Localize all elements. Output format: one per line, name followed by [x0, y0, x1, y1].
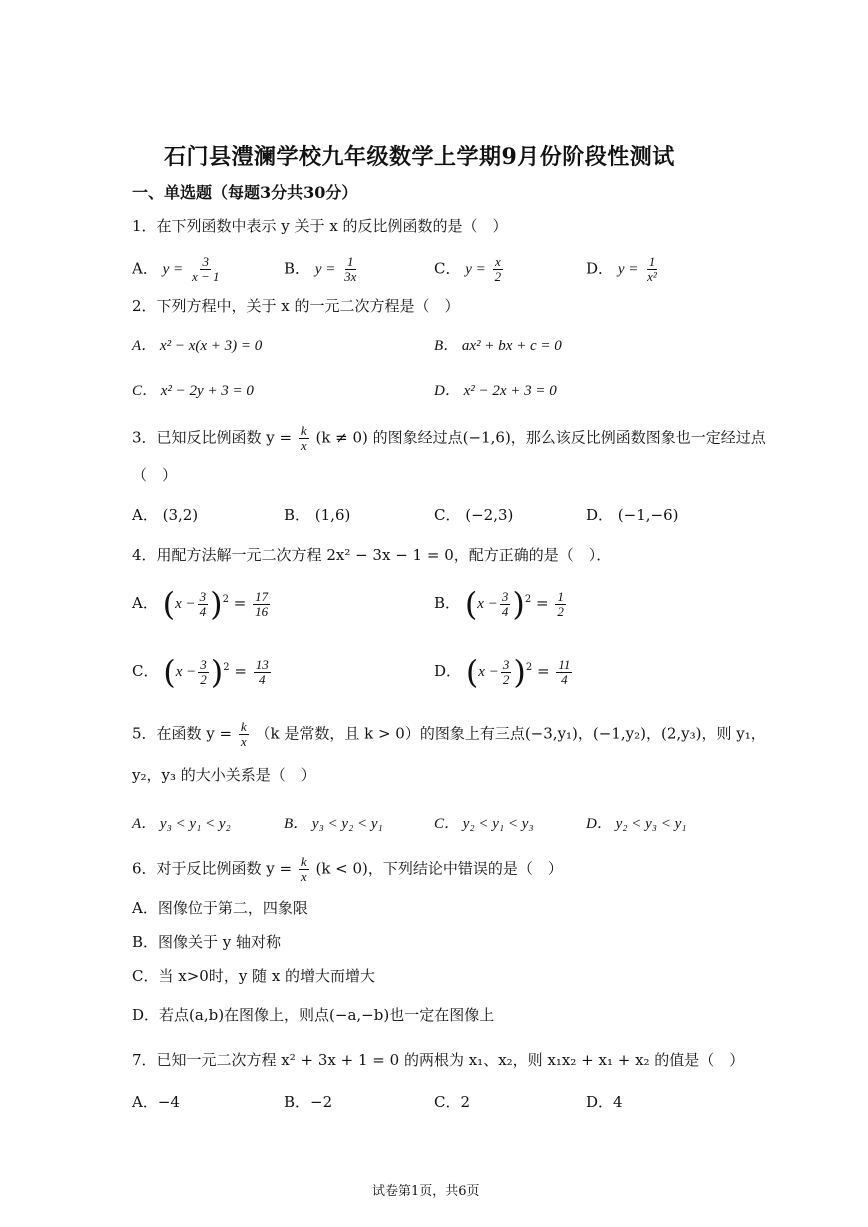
right-paren: ) [512, 585, 525, 623]
exponent: 2 [524, 594, 532, 605]
q6-option-a: A．图像位于第二，四象限 [132, 899, 308, 917]
stem-text: (k < 0)，下列结论中错误的是（ ） [315, 859, 563, 878]
q2-option-a: A． x² − x(x + 3) = 0 [132, 338, 263, 354]
q3-option-b: B． (1,6) [284, 506, 351, 524]
option-label: C． [434, 259, 461, 278]
denominator: 2 [494, 269, 502, 284]
section-heading: 一、单选题（每题3分共30分） [132, 183, 358, 202]
fraction [299, 424, 309, 453]
denominator: 4 [199, 603, 207, 619]
option-label: A． [132, 594, 158, 612]
q6-option-c: C．当 x>0时，y 随 x 的增大而增大 [132, 967, 376, 985]
q1-option-d [586, 255, 661, 284]
denominator: 16 [255, 603, 269, 619]
denominator: 2 [200, 671, 207, 687]
denominator: x [300, 438, 307, 453]
option-label: B． [284, 259, 311, 278]
option-label: D． [434, 662, 462, 680]
numerator: 1 [648, 254, 656, 269]
q2-option-d: D． x² − 2x + 3 = 0 [434, 383, 557, 399]
math-expr: y = [162, 261, 184, 278]
numerator: k [300, 854, 307, 869]
numerator: 3 [502, 656, 510, 672]
math-expr: x − [175, 664, 197, 680]
q3-option-d: D． (−1,−6) [586, 506, 679, 524]
option-label: C． [132, 662, 159, 680]
math-expr: x − [175, 596, 196, 612]
left-paren: ( [162, 585, 176, 623]
q6-option-d: D．若点(a,b)在图像上，则点(−a,−b)也一定在图像上 [132, 1006, 495, 1024]
numerator: 3 [501, 588, 509, 604]
numerator: 1 [347, 254, 354, 269]
option-label: B． [434, 594, 461, 612]
stem-text: 3．已知反比例函数 y = [132, 428, 293, 447]
denominator: x [300, 869, 307, 884]
q4-option-c [132, 653, 273, 691]
numerator: 17 [255, 588, 269, 604]
numerator: k [300, 423, 307, 438]
q7-option-a: A．−4 [132, 1093, 180, 1111]
question-3-stem-cont: （ ） [132, 466, 178, 484]
fraction [254, 658, 271, 687]
denominator: x [240, 734, 247, 749]
option-label: D． [586, 259, 614, 278]
fraction [253, 590, 270, 619]
exponent: 2 [525, 662, 533, 673]
question-7-stem: 7．已知一元二次方程 x² + 3x + 1 = 0 的两根为 x₁、x₂，则 x₁x₂ + x₁ + x₂ 的值是（ ） [132, 1051, 745, 1069]
question-6-stem [132, 855, 563, 884]
page-title: 石门县澧澜学校九年级数学上学期9月份阶段性测试 [164, 144, 675, 170]
question-4-stem: 4．用配方法解一元二次方程 2x² − 3x − 1 = 0，配方正确的是（ ）． [132, 546, 612, 564]
numerator: 1 [557, 588, 564, 604]
fraction [299, 855, 309, 884]
option-label: A． [132, 259, 158, 278]
denominator: 2 [502, 671, 510, 687]
fraction [556, 658, 572, 687]
stem-text: （k 是常数，且 k > 0）的图象上有三点(−3,y₁)，(−1,y₂)，(2,y₃)，则 y₁， [255, 724, 766, 743]
exponent: 2 [222, 594, 229, 605]
q2-option-b: B． ax² + bx + c = 0 [434, 338, 562, 354]
fraction [239, 720, 249, 749]
numerator: 13 [255, 656, 269, 672]
numerator: 3 [199, 588, 207, 604]
left-paren: ( [464, 585, 478, 623]
fraction [500, 590, 511, 619]
stem-text: 6．对于反比例函数 y = [132, 859, 293, 878]
denominator: x − 1 [191, 269, 220, 284]
math-expr: y = [617, 261, 639, 278]
stem-text: (k ≠ 0) 的图象经过点(−1,6)，那么该反比例函数图象也一定经过点 [315, 428, 766, 447]
stem-text: 5．在函数 y = [132, 724, 233, 743]
fraction [198, 658, 209, 687]
fraction [342, 255, 358, 284]
q1-option-a [132, 255, 223, 284]
q5-option-b: B． y₃ < y₂ < y₁ [284, 816, 383, 832]
q5-option-a: A． y₃ < y₁ < y₂ [132, 816, 231, 832]
left-paren: ( [163, 653, 176, 691]
fraction [555, 590, 566, 619]
question-5-stem [132, 720, 766, 749]
numerator: 3 [202, 254, 209, 269]
q1-option-c [434, 255, 505, 284]
numerator: x [494, 254, 501, 269]
fraction [190, 255, 222, 284]
fraction [493, 255, 504, 284]
math-expr: y = [465, 261, 486, 278]
equals-sign: = [233, 594, 247, 612]
exponent: 2 [223, 662, 230, 673]
q6-option-b: B．图像关于 y 轴对称 [132, 933, 282, 951]
fraction [645, 255, 659, 284]
question-1-stem: 1．在下列函数中表示 y 关于 x 的反比例函数的是（ ） [132, 217, 508, 235]
q4-option-d [434, 653, 574, 691]
left-paren: ( [465, 653, 479, 691]
q3-option-a: A． (3,2) [132, 506, 199, 524]
q7-option-b: B．−2 [284, 1093, 333, 1111]
q3-option-c: C． (−2,3) [434, 506, 514, 524]
denominator: x² [647, 269, 657, 284]
q1-option-b [284, 255, 360, 284]
right-paren: ) [210, 653, 224, 691]
denominator: 3x [344, 269, 357, 284]
question-3-stem [132, 424, 766, 453]
question-5-stem-cont: y₂，y₃ 的大小关系是（ ） [132, 766, 316, 784]
equals-sign: = [535, 594, 549, 612]
q7-option-d: D．4 [586, 1093, 623, 1111]
denominator: 4 [259, 671, 266, 687]
numerator: 11 [558, 656, 571, 672]
math-expr: y = [314, 261, 336, 278]
numerator: 3 [200, 656, 207, 672]
denominator: 4 [561, 671, 568, 687]
right-paren: ) [513, 653, 526, 691]
math-expr: x − [477, 596, 498, 612]
q7-option-c: C．2 [434, 1093, 471, 1111]
math-expr: x − [478, 664, 499, 680]
denominator: 2 [557, 603, 564, 619]
equals-sign: = [536, 662, 550, 680]
q4-option-b [434, 585, 568, 623]
q5-option-c: C． y₂ < y₁ < y₃ [434, 816, 534, 832]
q4-option-a [132, 585, 272, 623]
numerator: k [240, 719, 247, 734]
q2-option-c: C． x² − 2y + 3 = 0 [132, 383, 254, 399]
equals-sign: = [234, 662, 247, 680]
right-paren: ) [210, 585, 223, 623]
question-2-stem: 2．下列方程中，关于 x 的一元二次方程是（ ） [132, 297, 460, 315]
denominator: 4 [501, 603, 509, 619]
q5-option-d: D． y₂ < y₃ < y₁ [586, 816, 687, 832]
page-footer: 试卷第1页，共6页 [372, 1184, 480, 1199]
fraction [198, 590, 209, 619]
fraction [501, 658, 512, 687]
